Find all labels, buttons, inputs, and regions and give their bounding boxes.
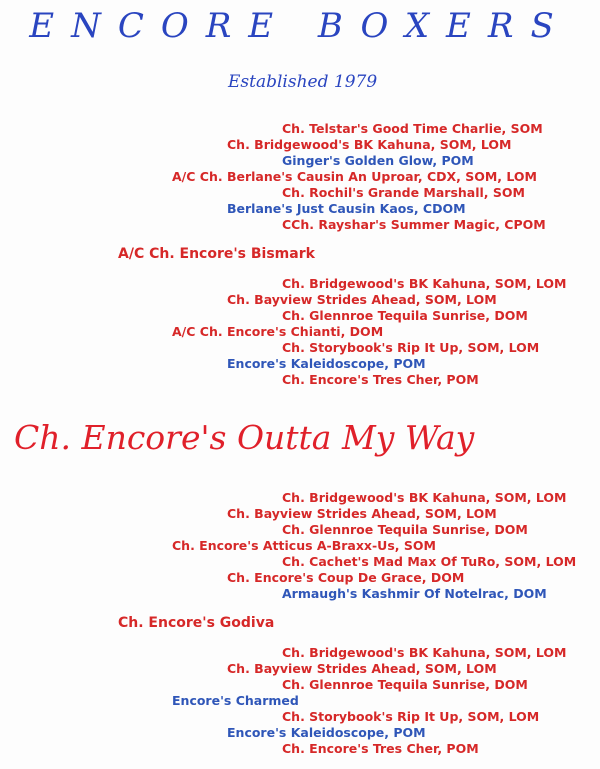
pedigree-line: Ch. Encore's Tres Cher, POM [282,372,479,387]
pedigree-line: Ch. Telstar's Good Time Charlie, SOM [282,121,543,136]
pedigree-line: Ch. Storybook's Rip It Up, SOM, LOM [282,340,540,355]
pedigree-line: A/C Ch. Berlane's Causin An Uproar, CDX, SOM, LOM [172,169,537,184]
pedigree-line: Encore's Kaleidoscope, POM [227,725,426,740]
pedigree-line: Ch. Cachet's Mad Max Of TuRo, SOM, LOM [282,554,577,569]
pedigree-line: Ch. Bridgewood's BK Kahuna, SOM, LOM [282,645,567,660]
pedigree-line: Ch. Glennroe Tequila Sunrise, DOM [282,522,528,537]
pedigree-line: Armaugh's Kashmir Of Notelrac, DOM [282,586,547,601]
pedigree-line: Ch. Bayview Strides Ahead, SOM, LOM [227,506,497,521]
page-title: ENCORE BOXERS [29,6,571,46]
established-subtitle: Established 1979 [228,72,378,92]
pedigree-line: A/C Ch. Encore's Chianti, DOM [172,324,384,339]
pedigree-line: Ch. Bridgewood's BK Kahuna, SOM, LOM [227,137,512,152]
pedigree-line: Ch. Bayview Strides Ahead, SOM, LOM [227,661,497,676]
pedigree-line: Berlane's Just Causin Kaos, CDOM [227,201,466,216]
pedigree-line: Encore's Kaleidoscope, POM [227,356,426,371]
dog-name-godiva: Ch. Encore's Godiva [118,615,275,631]
pedigree-line: Ch. Encore's Atticus A-Braxx-Us, SOM [172,538,436,553]
pedigree-line: Ch. Encore's Tres Cher, POM [282,741,479,756]
pedigree-line: Ch. Glennroe Tequila Sunrise, DOM [282,677,528,692]
pedigree-line: CCh. Rayshar's Summer Magic, CPOM [282,217,546,232]
dog-name-bismark: A/C Ch. Encore's Bismark [118,246,315,262]
pedigree-line: Encore's Charmed [172,693,299,708]
pedigree-line: Ch. Glennroe Tequila Sunrise, DOM [282,308,528,323]
featured-dog-name: Ch. Encore's Outta My Way [14,418,475,457]
pedigree-line: Ch. Bridgewood's BK Kahuna, SOM, LOM [282,276,567,291]
pedigree-line: Ginger's Golden Glow, POM [282,153,474,168]
pedigree-line: Ch. Rochil's Grande Marshall, SOM [282,185,525,200]
pedigree-line: Ch. Bayview Strides Ahead, SOM, LOM [227,292,497,307]
pedigree-line: Ch. Encore's Coup De Grace, DOM [227,570,465,585]
pedigree-line: Ch. Storybook's Rip It Up, SOM, LOM [282,709,540,724]
pedigree-line: Ch. Bridgewood's BK Kahuna, SOM, LOM [282,490,567,505]
